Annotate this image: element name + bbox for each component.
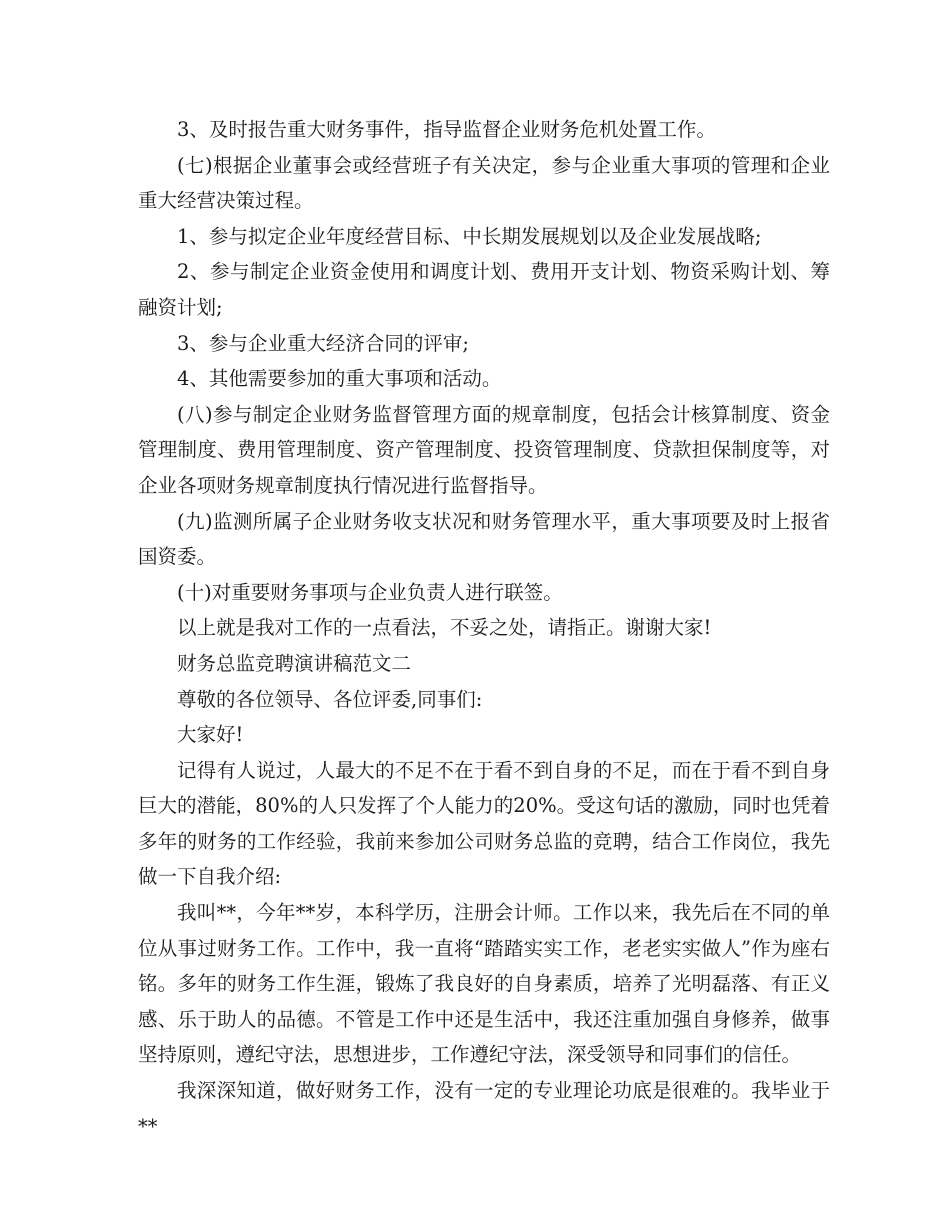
greeting: 大家好! bbox=[177, 723, 244, 747]
salutation: 尊敬的各位领导、各位评委,同事们: bbox=[177, 687, 483, 711]
paragraph: 3、及时报告重大财务事件，指导监督企业财务危机处置工作。 bbox=[177, 118, 716, 141]
paragraph: 以上就是我对工作的一点看法，不妥之处，请指正。谢谢大家! bbox=[177, 616, 712, 640]
paragraph: 3、参与企业重大经济合同的评审; bbox=[177, 331, 469, 355]
paragraph: 1、参与拟定企业年度经营目标、中长期发展规划以及企业发展战略; bbox=[177, 224, 762, 248]
paragraph: (八)参与制定企业财务监督管理方面的规章制度，包括会计核算制度、资金管理制度、费用管理制度、资产管理制度、投资管理制度、贷款担保制度等，对企业各项财务规章制度执行情况进行监督指导。 bbox=[138, 402, 830, 497]
paragraph: 我深深知道，做好财务工作，没有一定的专业理论功底是很难的。我毕业于** bbox=[138, 1079, 830, 1138]
paragraph: (十)对重要财务事项与企业负责人进行联签。 bbox=[177, 580, 563, 604]
document-body bbox=[138, 112, 830, 1144]
paragraph: 我叫**，今年**岁，本科学历，注册会计师。工作以来，我先后在不同的单位从事过财务工作。工作中，我一直将“踏踏实实工作，老老实实做人”作为座右铭。多年的财务工作生涯，锻炼了我良好的自身素质，培养了光明磊落、有正义感、乐于助人的品德。不管是工作中还是生活中，我还注重加强自身修养，做事坚持原则，遵纪守法，思想进步，工作遵纪守法，深受领导和同事们的信任。 bbox=[138, 901, 830, 1067]
paragraph: 记得有人说过，人最大的不足不在于看不到自身的不足，而在于看不到自身巨大的潜能，80%的人只发挥了个人能力的20%。受这句话的激励，同时也凭着多年的财务的工作经验，我前来参加公司财务总监的竞聘，结合工作岗位，我先做一下自我介绍: bbox=[138, 758, 830, 889]
paragraph: 2、参与制定企业资金使用和调度计划、费用开支计划、物资采购计划、筹融资计划; bbox=[138, 260, 830, 319]
paragraph: (九)监测所属子企业财务收支状况和财务管理水平，重大事项要及时上报省国资委。 bbox=[138, 509, 830, 569]
section-heading: 财务总监竞聘演讲稿范文二 bbox=[177, 651, 412, 675]
paragraph: 4、其他需要参加的重大事项和活动。 bbox=[177, 367, 502, 391]
paragraph: (七)根据企业董事会或经营班子有关决定，参与企业重大事项的管理和企业重大经营决策过程。 bbox=[138, 153, 830, 213]
